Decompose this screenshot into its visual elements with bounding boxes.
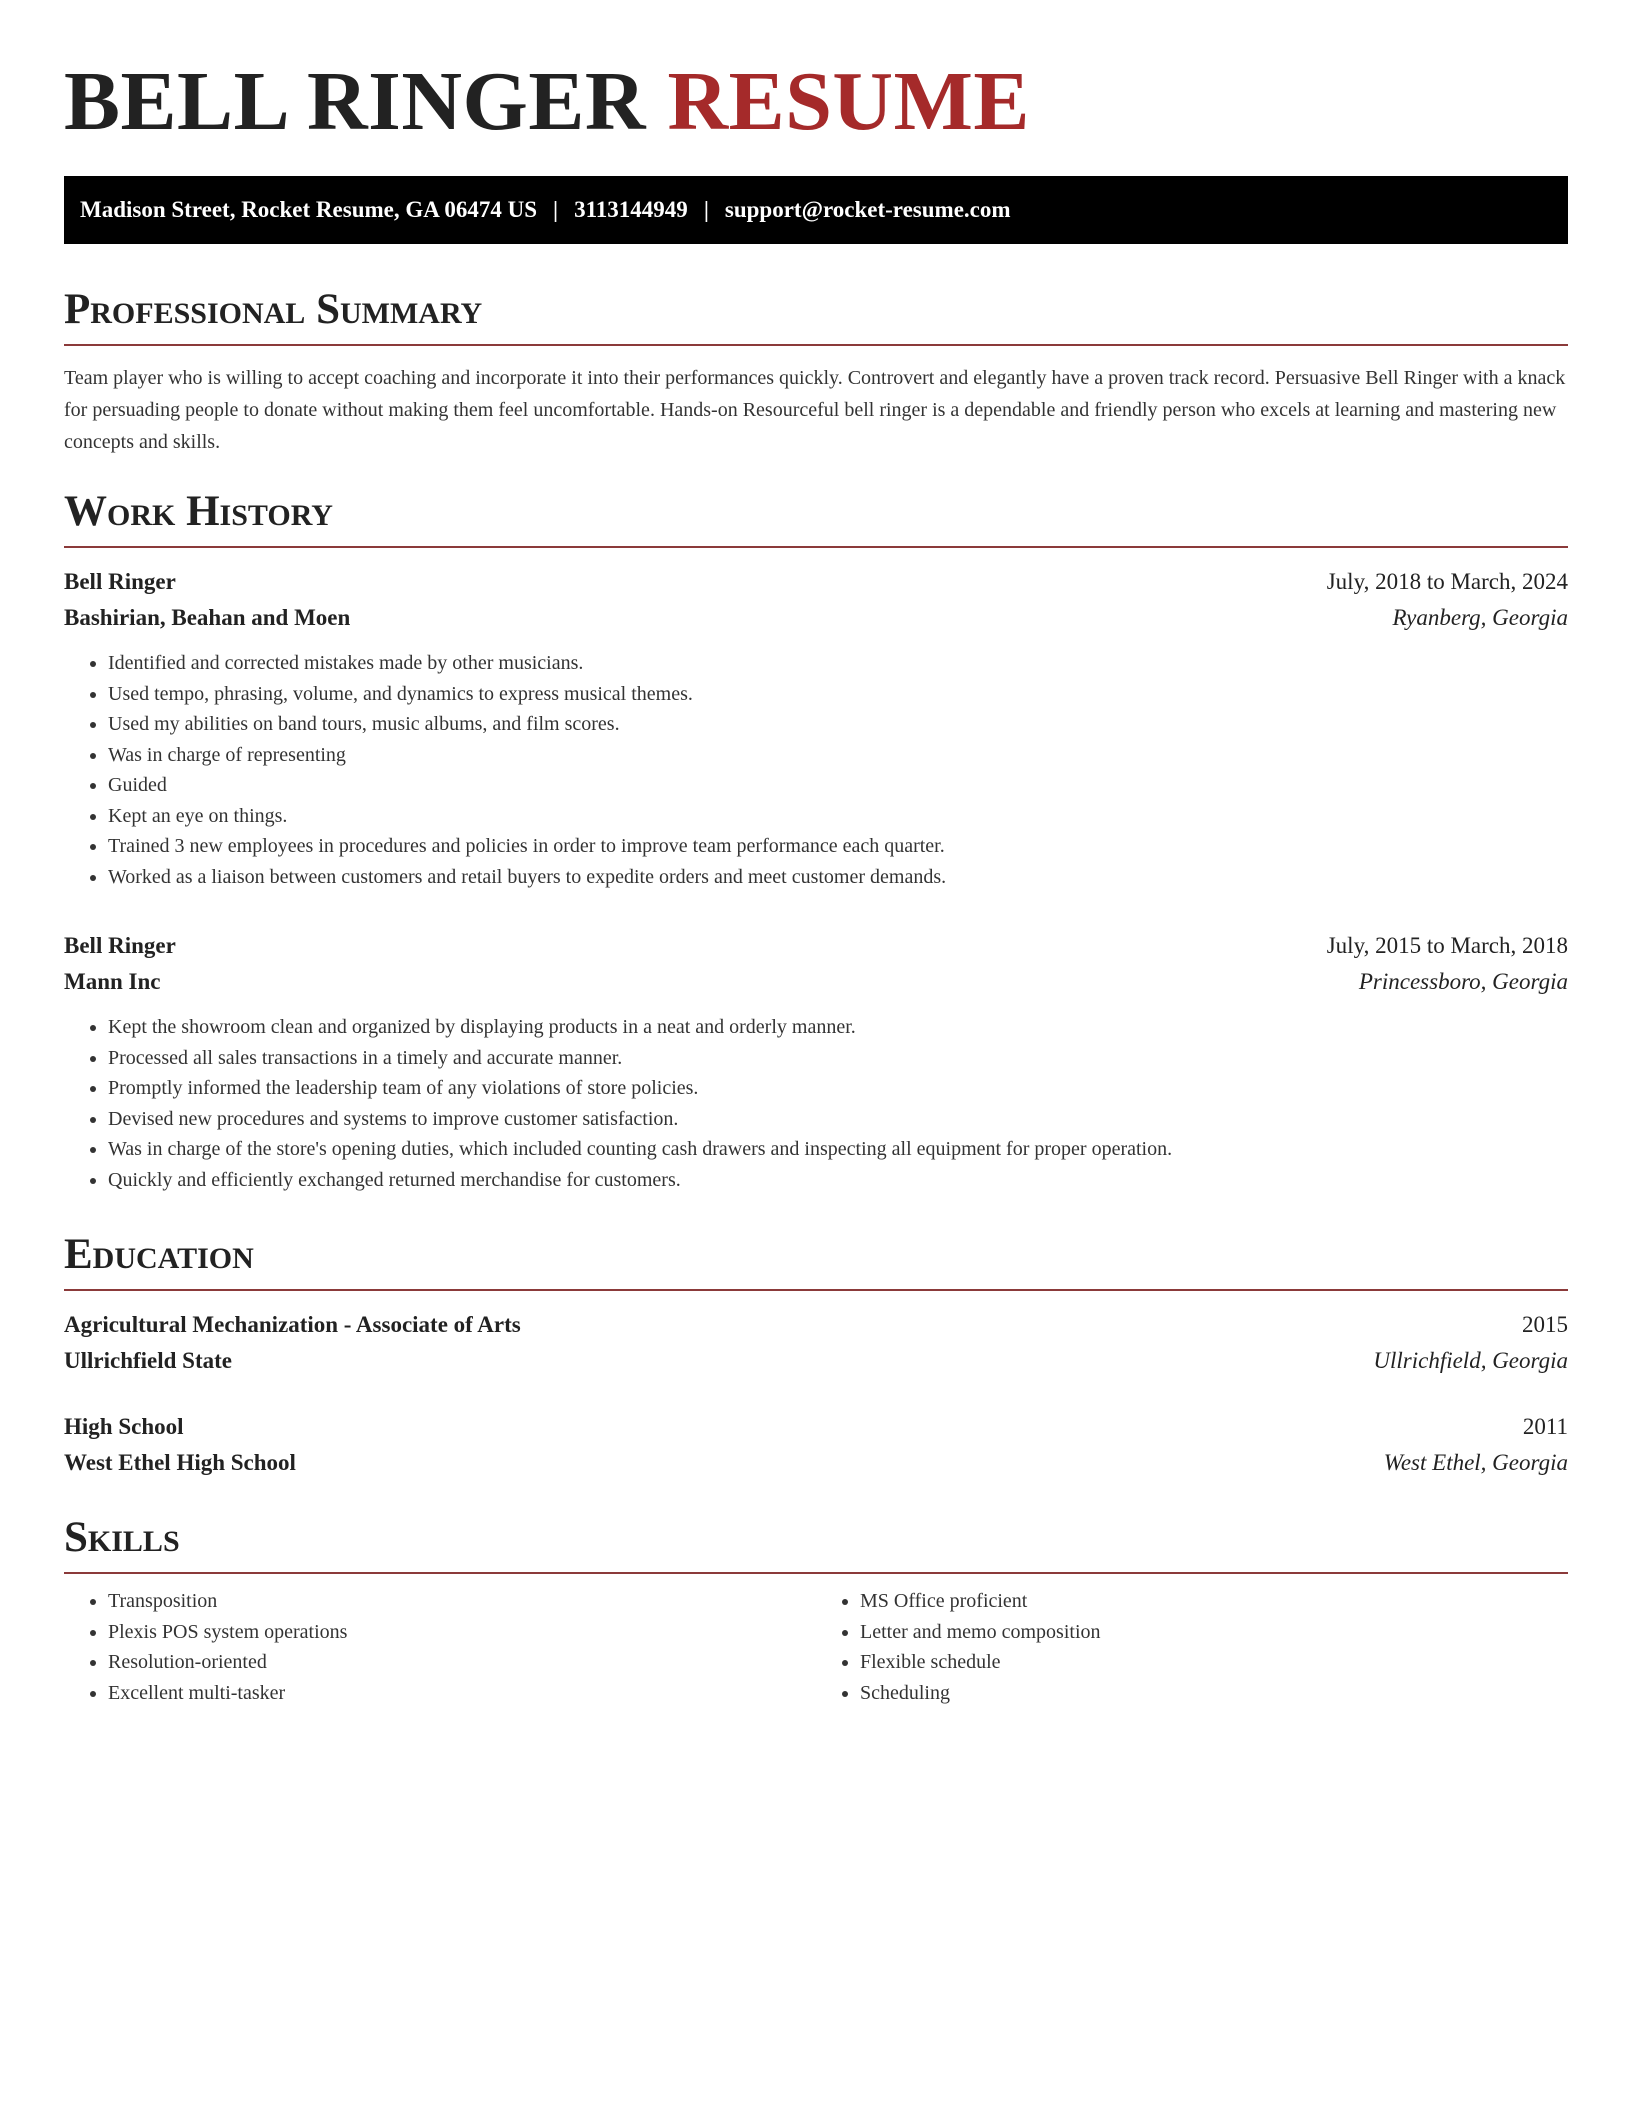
list-item: • Used my abilities on band tours, music albums, and film scores. bbox=[108, 709, 1568, 740]
contact-bar bbox=[64, 176, 1568, 244]
job-title: Bell Ringer bbox=[64, 933, 176, 958]
education-degree: Agricultural Mechanization - Associate of Arts bbox=[64, 1312, 521, 1337]
list-item: • Quickly and efficiently exchanged returned merchandise for customers. bbox=[108, 1165, 1568, 1196]
education-degree-row bbox=[64, 1409, 1568, 1445]
skills-section bbox=[64, 1510, 1568, 1708]
skills-heading: Skills bbox=[64, 1510, 1568, 1574]
job-company-row bbox=[64, 600, 1568, 636]
job-company-row bbox=[64, 964, 1568, 1000]
title-accent: RESUME bbox=[667, 55, 1030, 148]
list-item: • Promptly informed the leadership team of any violations of store policies. bbox=[108, 1073, 1568, 1104]
list-item: • MS Office proficient bbox=[860, 1586, 1568, 1617]
summary-text: Team player who is willing to accept coaching and incorporate it into their performances quickly. Controvert and elegantly have a proven track record. Persuasive Bell Ringer with a knack for persuading people to donate without making them feel uncomfortable. Hands-on Resourceful bell ringer is a dependable and friendly person who excels at learning and mastering new concepts and skills. bbox=[64, 367, 1566, 453]
list-item: • Letter and memo composition bbox=[860, 1617, 1568, 1648]
education-section bbox=[64, 1227, 1568, 1481]
resume-page bbox=[64, 0, 1568, 1704]
job-entry bbox=[64, 564, 1568, 892]
job-bullets bbox=[64, 648, 1568, 892]
list-item: • Devised new procedures and systems to improve customer satisfaction. bbox=[108, 1104, 1568, 1135]
skills-list-right bbox=[816, 1586, 1568, 1708]
education-entry bbox=[64, 1307, 1568, 1379]
list-item: • Trained 3 new employees in procedures and policies in order to improve team performance each quarter. bbox=[108, 831, 1568, 862]
job-dates: July, 2018 to March, 2024 bbox=[1326, 569, 1568, 594]
education-school-row bbox=[64, 1343, 1568, 1379]
education-year: 2011 bbox=[1522, 1414, 1568, 1439]
list-item: • Used tempo, phrasing, volume, and dynamics to express musical themes. bbox=[108, 679, 1568, 710]
list-item: • Was in charge of representing bbox=[108, 740, 1568, 771]
job-location: Princessboro, Georgia bbox=[1358, 969, 1568, 994]
skills-columns bbox=[64, 1586, 1568, 1708]
job-title-row bbox=[64, 928, 1568, 964]
list-item: • Excellent multi-tasker bbox=[108, 1678, 816, 1709]
list-item: • Guided bbox=[108, 770, 1568, 801]
job-dates: July, 2015 to March, 2018 bbox=[1326, 933, 1568, 958]
education-heading: Education bbox=[64, 1227, 1568, 1291]
title-main: BELL RINGER bbox=[64, 55, 647, 148]
list-item: • Processed all sales transactions in a timely and accurate manner. bbox=[108, 1043, 1568, 1074]
list-item: • Scheduling bbox=[860, 1678, 1568, 1709]
education-location: Ullrichfield, Georgia bbox=[1373, 1348, 1568, 1373]
education-school: Ullrichfield State bbox=[64, 1348, 232, 1373]
list-item: • Kept the showroom clean and organized by displaying products in a neat and orderly manner. bbox=[108, 1012, 1568, 1043]
job-location: Ryanberg, Georgia bbox=[1392, 605, 1568, 630]
list-item: • Resolution-oriented bbox=[108, 1647, 816, 1678]
education-degree: High School bbox=[64, 1414, 184, 1439]
education-school: West Ethel High School bbox=[64, 1450, 296, 1475]
education-entry bbox=[64, 1409, 1568, 1481]
list-item: • Transposition bbox=[108, 1586, 816, 1617]
job-company: Mann Inc bbox=[64, 969, 161, 994]
education-school-row bbox=[64, 1445, 1568, 1481]
list-item: • Identified and corrected mistakes made by other musicians. bbox=[108, 648, 1568, 679]
contact-separator: | bbox=[553, 197, 559, 222]
list-item: • Was in charge of the store's opening duties, which included counting cash drawers and inspecting all equipment for proper operation. bbox=[108, 1134, 1568, 1165]
summary-section bbox=[64, 282, 1568, 458]
education-location: West Ethel, Georgia bbox=[1383, 1450, 1568, 1475]
list-item: • Flexible schedule bbox=[860, 1647, 1568, 1678]
job-company: Bashirian, Beahan and Moen bbox=[64, 605, 351, 630]
summary-heading: Professional Summary bbox=[64, 282, 1568, 346]
list-item: • Plexis POS system operations bbox=[108, 1617, 816, 1648]
work-heading: Work History bbox=[64, 484, 1568, 548]
job-bullets bbox=[64, 1012, 1568, 1195]
list-item: • Worked as a liaison between customers and retail buyers to expedite orders and meet customer demands. bbox=[108, 862, 1568, 893]
resume-title bbox=[64, 0, 1568, 152]
job-title: Bell Ringer bbox=[64, 569, 176, 594]
skills-list-left bbox=[64, 1586, 816, 1708]
list-item: • Kept an eye on things. bbox=[108, 801, 1568, 832]
education-degree-row bbox=[64, 1307, 1568, 1343]
contact-separator: | bbox=[703, 197, 709, 222]
contact-address: Madison Street, Rocket Resume, GA 06474 US bbox=[80, 197, 537, 222]
contact-email[interactable]: support@rocket-resume.com bbox=[724, 197, 1011, 222]
job-title-row bbox=[64, 564, 1568, 600]
job-entry bbox=[64, 928, 1568, 1195]
education-year: 2015 bbox=[1522, 1312, 1568, 1337]
work-section bbox=[64, 484, 1568, 1195]
contact-phone[interactable]: 3113144949 bbox=[574, 197, 688, 222]
